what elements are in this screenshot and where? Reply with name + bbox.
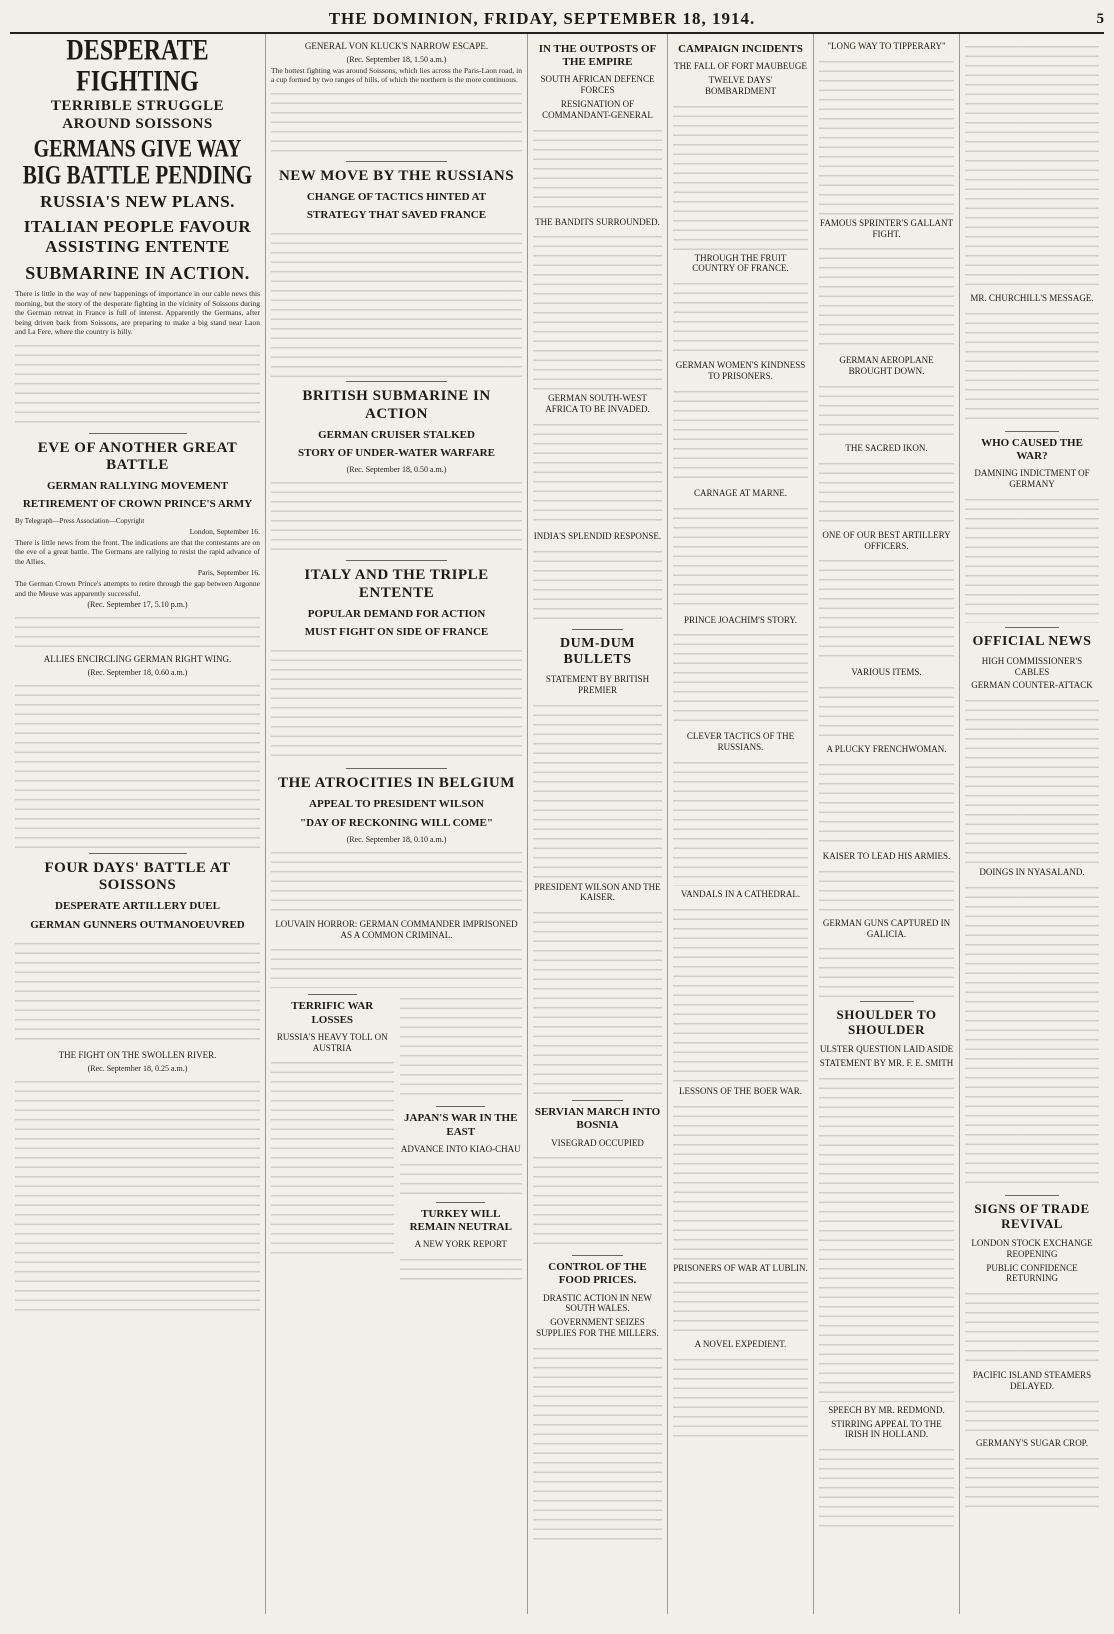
article-body	[533, 418, 662, 528]
article-body	[819, 380, 954, 440]
article-subhead: GERMANY'S SUGAR CROP.	[976, 1437, 1088, 1448]
article-body	[673, 1100, 808, 1260]
article-body	[673, 502, 808, 612]
article-subhead: LESSONS OF THE BOER WAR.	[679, 1085, 802, 1096]
article-headline: FOUR DAYS' BATTLE AT SOISSONS	[44, 859, 231, 894]
article-body	[819, 1072, 954, 1402]
article-subhead: LOUVAIN HORROR: GERMAN COMMANDER IMPRISONED AS A COMMON CRIMINAL.	[275, 918, 518, 940]
article-body	[965, 881, 1099, 1191]
article-body	[533, 1151, 662, 1251]
received-time: (Rec. September 18, 0.10 a.m.)	[346, 834, 447, 844]
article-subhead: THE FIGHT ON THE SWOLLEN RIVER.	[58, 1049, 217, 1060]
article-body	[673, 100, 808, 250]
article-headline: OFFICIAL NEWS	[972, 633, 1092, 649]
received-time: (Rec. September 18, 1.50 a.m.)	[346, 54, 447, 64]
article-subhead: THE FALL OF FORT MAUBEUGE	[674, 61, 807, 72]
subhead: ITALIAN PEOPLE FAVOUR ASSISTING ENTENTE	[23, 217, 252, 257]
article-subhead: MR. CHURCHILL'S MESSAGE.	[970, 293, 1094, 303]
article-subhead: PUBLIC CONFIDENCE RETURNING	[986, 1262, 1078, 1284]
article-body	[673, 903, 808, 1083]
column-1	[10, 34, 266, 1614]
article-subhead: STRATEGY THAT SAVED FRANCE	[306, 209, 487, 222]
masthead-title: THE DOMINION, FRIDAY, SEPTEMBER 18, 1914.	[328, 9, 756, 28]
article-subhead: RETIREMENT OF CROWN PRINCE'S ARMY	[22, 498, 253, 511]
page-number: 5	[1096, 10, 1104, 27]
divider	[436, 1202, 485, 1203]
article-body	[271, 943, 522, 988]
article-subhead: SPEECH BY MR. REDMOND.	[828, 1404, 945, 1415]
article-headline: TURKEY WILL REMAIN NEUTRAL	[409, 1207, 512, 1233]
divider	[346, 381, 446, 382]
article-body	[15, 937, 260, 1047]
article-headline: IN THE OUTPOSTS OF THE EMPIRE	[538, 43, 657, 69]
article-headline: JAPAN'S WAR IN THE EAST	[404, 1112, 518, 1138]
dateline: London, September 16.	[189, 526, 260, 536]
article-body	[965, 1452, 1099, 1512]
divider	[346, 768, 446, 769]
article-body	[400, 1253, 523, 1283]
article-subhead: A PLUCKY FRENCHWOMAN.	[826, 744, 947, 755]
sub-column	[271, 990, 394, 1284]
article-body	[965, 40, 1099, 290]
article-subhead: CLEVER TACTICS OF THE RUSSIANS.	[686, 731, 795, 753]
article-subhead: ONE OF OUR BEST ARTILLERY OFFICERS.	[822, 529, 951, 551]
article-subhead: STORY OF UNDER-WATER WARFARE	[298, 447, 495, 460]
article-body	[271, 476, 522, 556]
subhead: RUSSIA'S NEW PLANS.	[40, 191, 235, 211]
article-headline: EVE OF ANOTHER GREAT BATTLE	[37, 439, 238, 473]
article-body	[400, 992, 523, 1102]
article-subhead: DOINGS IN NYASALAND.	[979, 867, 1085, 878]
split-section	[271, 990, 522, 1284]
article-body	[965, 1395, 1099, 1435]
article-body	[271, 227, 522, 377]
article-subhead: GERMAN COUNTER-ATTACK	[971, 680, 1093, 691]
article-body	[673, 1276, 808, 1336]
divider	[572, 629, 624, 630]
article-subhead: PACIFIC ISLAND STEAMERS DELAYED.	[972, 1370, 1092, 1391]
article-body	[15, 1075, 260, 1315]
article-subhead: VARIOUS ITEMS.	[851, 667, 922, 678]
article-subhead: CARNAGE AT MARNE.	[693, 487, 788, 498]
dateline: Paris, September 16.	[197, 568, 260, 578]
divider	[308, 994, 357, 995]
article-body	[533, 230, 662, 390]
article-body	[819, 865, 954, 915]
article-body	[819, 681, 954, 741]
article-body	[271, 87, 522, 157]
article-subhead: CHANGE OF TACTICS HINTED AT	[306, 191, 487, 204]
article-lead: There is little in the way of new happenings of importance in our cable news this morning, but the story of the desperate fighting in the vicinity of Soissons during the German retreat in France is full of interest. Apparently the Germans, after being driven back from Soissons, are preparing to make a big stand near Laon and La Fere, where the country is hilly.	[15, 289, 260, 337]
article-subhead: VANDALS IN A CATHEDRAL.	[680, 888, 801, 899]
divider	[1005, 627, 1059, 628]
article-body	[965, 307, 1099, 427]
article-subhead: DESPERATE ARTILLERY DUEL	[55, 900, 220, 913]
article-body	[819, 758, 954, 848]
byline: By Telegraph—Press Association—Copyright	[15, 516, 145, 525]
article-subhead: STIRRING APPEAL TO THE IRISH IN HOLLAND.	[831, 1418, 942, 1440]
article-subhead: TWELVE DAYS' BOMBARDMENT	[704, 74, 776, 96]
article-body	[965, 1287, 1099, 1367]
article-subhead: LONDON STOCK EXCHANGE REOPENING	[971, 1237, 1093, 1259]
article-body	[271, 846, 522, 916]
article-subhead: A NOVEL EXPEDIENT.	[694, 1339, 787, 1350]
article-headline: DUM-DUM BULLETS	[559, 635, 636, 667]
article-subhead: KAISER TO LEAD HIS ARMIES.	[822, 850, 951, 861]
column-6	[960, 34, 1104, 1614]
received-time: (Rec. September 17, 5.10 p.m.)	[87, 600, 188, 610]
article-headline: CONTROL OF THE FOOD PRICES.	[548, 1261, 647, 1287]
divider	[346, 560, 446, 561]
article-subhead: A NEW YORK REPORT	[414, 1238, 507, 1249]
article-headline: SERVIAN MARCH INTO BOSNIA	[534, 1106, 661, 1132]
divider	[89, 853, 187, 854]
article-subhead: THE SACRED IKON.	[845, 442, 928, 453]
subhead: SUBMARINE IN ACTION.	[25, 262, 250, 283]
article-subhead: DRASTIC ACTION IN NEW SOUTH WALES.	[543, 1292, 652, 1314]
article-body	[819, 55, 954, 215]
article-body	[271, 1056, 394, 1256]
article-body	[673, 1353, 808, 1443]
article-body	[673, 385, 808, 485]
article-headline: BRITISH SUBMARINE IN ACTION	[302, 388, 491, 422]
article-subhead: STATEMENT BY BRITISH PREMIER	[545, 673, 650, 695]
article-body	[533, 545, 662, 625]
received-time: (Rec. September 18, 0.60 a.m.)	[87, 667, 188, 677]
article-body	[819, 1443, 954, 1533]
divider	[572, 1100, 624, 1101]
article-subhead: RUSSIA'S HEAVY TOLL ON AUSTRIA	[276, 1031, 388, 1053]
article-subhead: PRINCE JOACHIM'S STORY.	[683, 614, 798, 625]
article-subhead: GOVERNMENT SEIZES SUPPLIES FOR THE MILLERS.	[536, 1317, 659, 1339]
article-subhead: GERMAN RALLYING MOVEMENT	[46, 480, 229, 493]
article-subhead: POPULAR DEMAND FOR ACTION	[307, 607, 486, 620]
article-subhead: ALLIES ENCIRCLING GERMAN RIGHT WING.	[43, 654, 232, 665]
article-body	[819, 242, 954, 352]
article-subhead: STATEMENT BY MR. F. E. SMITH	[819, 1058, 954, 1069]
newspaper-page	[10, 6, 1104, 1618]
article-subhead: GERMAN CRUISER STALKED	[318, 428, 475, 441]
article-subhead: ADVANCE INTO KIAO-CHAU	[400, 1143, 521, 1154]
article-subhead: GERMAN WOMEN'S KINDNESS TO PRISONERS.	[675, 360, 806, 381]
article-body	[15, 339, 260, 429]
column-4	[668, 34, 814, 1614]
divider	[436, 1106, 485, 1107]
article-subhead: ULSTER QUESTION LAID ASIDE	[819, 1044, 954, 1055]
subhead: TERRIBLE STRUGGLE AROUND SOISSONS	[50, 98, 225, 132]
article-headline: ITALY AND THE TRIPLE ENTENTE	[304, 567, 489, 601]
article-body	[533, 906, 662, 1096]
article-headline: NEW MOVE BY THE RUSSIANS	[278, 167, 515, 184]
article-subhead: SOUTH AFRICAN DEFENCE FORCES	[540, 74, 655, 96]
divider	[1005, 431, 1059, 432]
article-subhead: DAMNING INDICTMENT OF GERMANY	[974, 468, 1090, 489]
columns	[10, 34, 1104, 1614]
article-body	[673, 756, 808, 886]
divider	[1005, 1195, 1059, 1196]
column-3	[528, 34, 668, 1614]
article-subhead: PRESIDENT WILSON AND THE KAISER.	[534, 881, 661, 903]
article-subhead: GERMAN GUNNERS OUTMANOEUVRED	[30, 918, 245, 931]
article-body	[271, 644, 522, 764]
subhead: BIG BATTLE PENDING	[22, 159, 253, 190]
article-headline: SHOULDER TO SHOULDER	[836, 1007, 937, 1038]
article-body	[673, 628, 808, 728]
article-subhead: "DAY OF RECKONING WILL COME"	[300, 816, 493, 829]
article-subhead: THROUGH THE FRUIT COUNTRY OF FRANCE.	[692, 252, 789, 274]
article-headline: SIGNS OF TRADE REVIVAL	[974, 1201, 1090, 1231]
article-body	[965, 694, 1099, 864]
article-headline: THE ATROCITIES IN BELGIUM	[278, 775, 515, 792]
subhead: GERMANS GIVE WAY	[33, 135, 242, 163]
article-body	[400, 1158, 523, 1198]
article-body	[15, 611, 260, 651]
divider	[89, 433, 187, 434]
headline-main: DESPERATE FIGHTING	[66, 34, 209, 99]
article-headline: WHO CAUSED THE WAR?	[981, 436, 1083, 462]
article-body	[819, 554, 954, 664]
article-subhead: HIGH COMMISSIONER'S CABLES	[981, 655, 1083, 677]
article-subhead: VISEGRAD OCCUPIED	[551, 1137, 644, 1148]
article-subhead: FAMOUS SPRINTER'S GALLANT FIGHT.	[820, 217, 953, 239]
article-subhead: GERMAN GUNS CAPTURED IN GALICIA.	[822, 917, 951, 939]
article-subhead: "LONG WAY TO TIPPERARY"	[827, 41, 946, 51]
article-body: There is little news from the front. The indications are that the contestants are on the eve of a great battle. The Germans are rallying to resist the rapid advance of the Allies.	[15, 537, 260, 566]
article-body	[533, 124, 662, 214]
article-subhead: MUST FIGHT ON SIDE OF FRANCE	[304, 625, 489, 638]
article-body: The hottest fighting was around Soissons, which lies across the Paris-Laon road, in a cup formed by two ranges of hills, of which the northern is the more continuous.	[271, 65, 522, 85]
article-body	[965, 493, 1099, 623]
article-subhead: PRISONERS OF WAR AT LUBLIN.	[673, 1262, 808, 1273]
received-time: (Rec. September 18, 0.25 a.m.)	[87, 1063, 188, 1073]
article-subhead: APPEAL TO PRESIDENT WILSON	[309, 798, 484, 811]
article-body	[533, 699, 662, 879]
article-body: The German Crown Prince's attempts to retire through the gap between Argonne and the Meuse was apparently successful.	[15, 579, 260, 598]
article-body	[533, 1342, 662, 1542]
article-body	[673, 277, 808, 357]
article-body	[15, 679, 260, 849]
article-subhead: RESIGNATION OF COMMANDANT-GENERAL	[542, 98, 653, 120]
article-body	[819, 942, 954, 997]
column-2	[266, 34, 528, 1614]
article-headline: CAMPAIGN INCIDENTS	[678, 43, 803, 55]
article-subhead: GERMAN AEROPLANE BROUGHT DOWN.	[839, 355, 934, 377]
column-5	[814, 34, 960, 1614]
article-subhead: GERMAN SOUTH-WEST AFRICA TO BE INVADED.	[545, 393, 650, 415]
article-subhead: INDIA'S SPLENDID RESPONSE.	[533, 530, 662, 541]
divider	[572, 1255, 624, 1256]
divider	[346, 161, 446, 162]
article-body	[819, 457, 954, 527]
divider	[860, 1001, 914, 1002]
received-time: (Rec. September 18, 0.50 a.m.)	[346, 465, 447, 475]
masthead	[10, 6, 1104, 34]
article-subhead: THE BANDITS SURROUNDED.	[535, 216, 660, 227]
article-headline: GENERAL VON KLUCK'S NARROW ESCAPE.	[304, 41, 489, 51]
sub-column	[400, 990, 523, 1284]
article-headline: TERRIFIC WAR LOSSES	[291, 1000, 374, 1026]
